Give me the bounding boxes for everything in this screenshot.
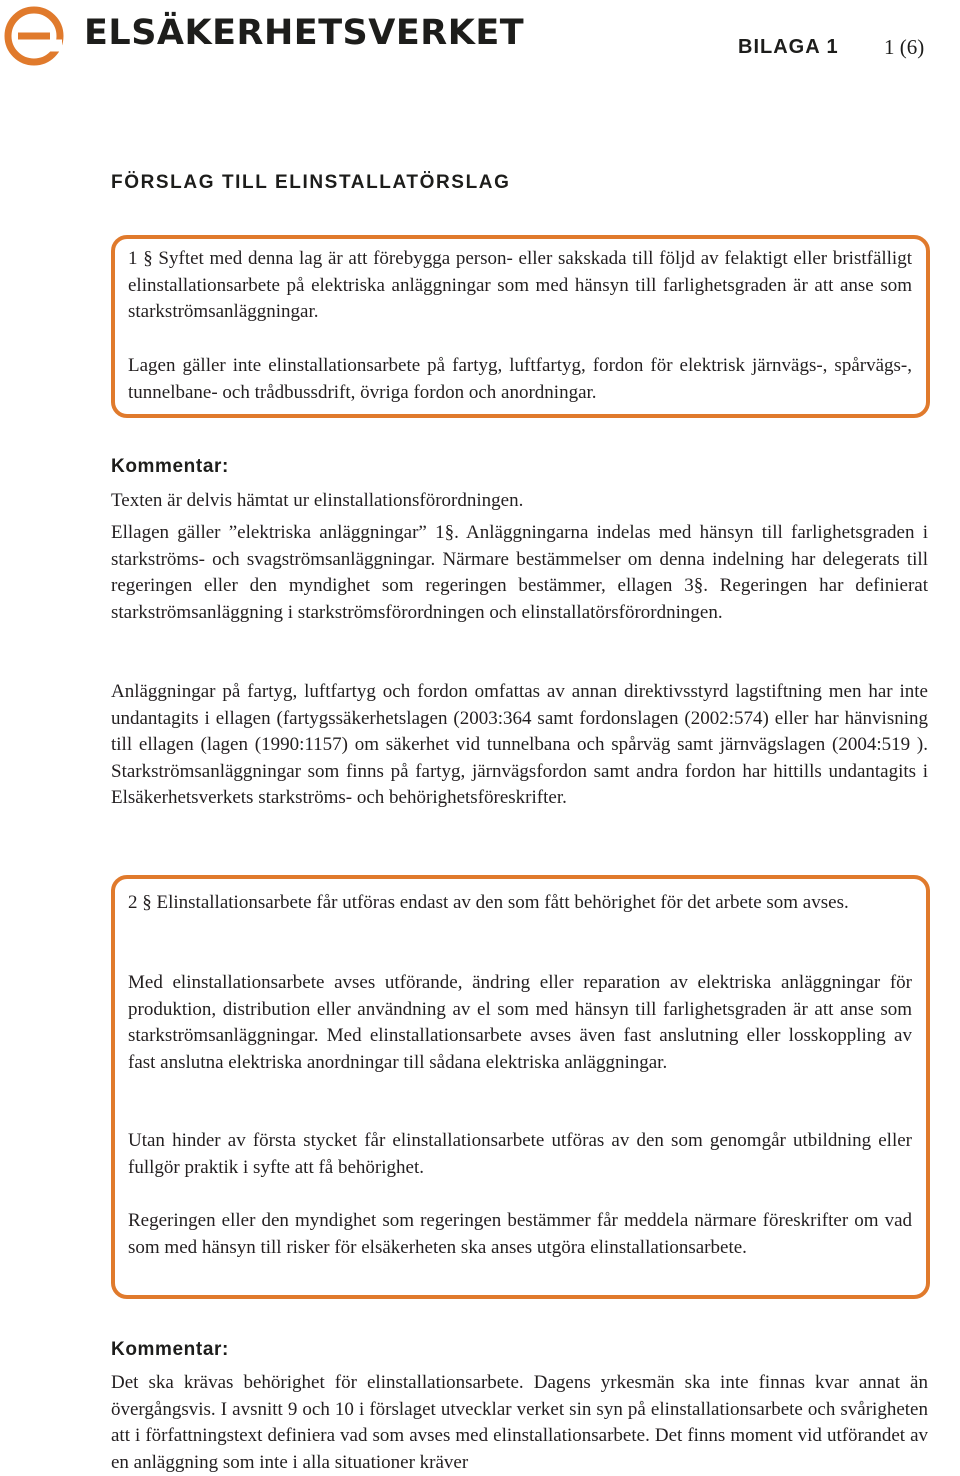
document-title: FÖRSLAG TILL ELINSTALLATÖRSLAG bbox=[111, 172, 511, 193]
page-header bbox=[0, 0, 960, 90]
section-1-paragraph-2: Lagen gäller inte elinstallationsarbete på fartyg, luftfartyg, fordon för elektrisk järnvägs-, spårvägs-, tunnelbane- och trådbussdrift, övriga fordon och anordningar. bbox=[128, 355, 912, 403]
attachment-label: BILAGA 1 bbox=[738, 36, 839, 58]
elsakerhetsverket-logo-icon bbox=[4, 6, 64, 66]
comment-1-heading: Kommentar: bbox=[111, 456, 229, 477]
section-2-paragraph-2: Med elinstallationsarbete avses utförande, ändring eller reparation av elektriska anläggningar för produktion, distribution eller användning av el som med hänsyn till farlighetsgraden är att anse som starkströmsanläggningar. Med elinstallationsarbete avses även fast anslutning eller losskoppling av fast anslutna elektriska anordningar till sådana elektriska anläggningar. bbox=[128, 972, 912, 1073]
section-1-paragraph-1: 1 § Syftet med denna lag är att förebygga person- eller sakskada till följd av felaktigt eller bristfälligt elinstallationsarbete på elektriska anläggningar som med hänsyn till farlighetsgraden är att anse som starkströmsanläggningar. bbox=[128, 248, 912, 322]
section-2-paragraph-3: Utan hinder av första stycket får elinstallationsarbete utföras av den som genomgår utbildning eller fullgör praktik i syfte att få behörighet. bbox=[128, 1130, 912, 1178]
logo-wordmark: ELSÄKERHETSVERKET bbox=[84, 13, 525, 53]
comment-1-paragraph-3: Anläggningar på fartyg, luftfartyg och fordon omfattas av annan direktivsstyrd lagstiftning men har inte undantagits i ellagen (fartygssäkerhetslagen (2003:364 samt fordonslagen (2002:574) eller har hänvisning till ellagen (lagen (1990:1157) om säkerhet vid tunnelbana och spårväg samt järnvägslagen (2004:519 ). Starkströmsanläggningar som finns på fartyg, järnvägsfordon samt andra fordon har hittills undantagits i Elsäkerhetsverkets starkströms- och behörighetsföreskrifter. bbox=[111, 681, 928, 808]
comment-1-paragraph-1: Texten är delvis hämtat ur elinstallationsförordningen. bbox=[111, 490, 524, 511]
comment-1-paragraph-2: Ellagen gäller ”elektriska anläggningar” 1§. Anläggningarna indelas med hänsyn till farlighetsgraden i starkströms- och svagströmsanläggningar. Närmare bestämmelser om denna indelning har delegerats till regeringen eller den myndighet som regeringen bestämmer, ellagen 3§. Regeringen har definierat starkströmsanläggning i starkströmsförordningen och elinstallatörsförordningen. bbox=[111, 522, 928, 623]
page-number: 1 (6) bbox=[884, 35, 925, 59]
comment-2-paragraph-1: Det ska krävas behörighet för elinstallationsarbete. Dagens yrkesmän ska inte finnas kvar annat än övergångsvis. I avsnitt 9 och 10 i förslaget utvecklar verket sin syn på elinstallationsarbete och svårigheten att i författningstext definiera vad som avses med elinstallationsarbete. Det finns moment vid utförandet av en anläggning som inte i alla situationer kräver bbox=[111, 1372, 928, 1473]
section-2-paragraph-4: Regeringen eller den myndighet som regeringen bestämmer får meddela närmare föreskrifter om vad som med hänsyn till risker för elsäkerheten ska anses utgöra elinstallationsarbete. bbox=[128, 1210, 912, 1258]
comment-2-heading: Kommentar: bbox=[111, 1339, 229, 1360]
section-2-paragraph-1: 2 § Elinstallationsarbete får utföras endast av den som fått behörighet för det arbete som avses. bbox=[128, 892, 849, 913]
